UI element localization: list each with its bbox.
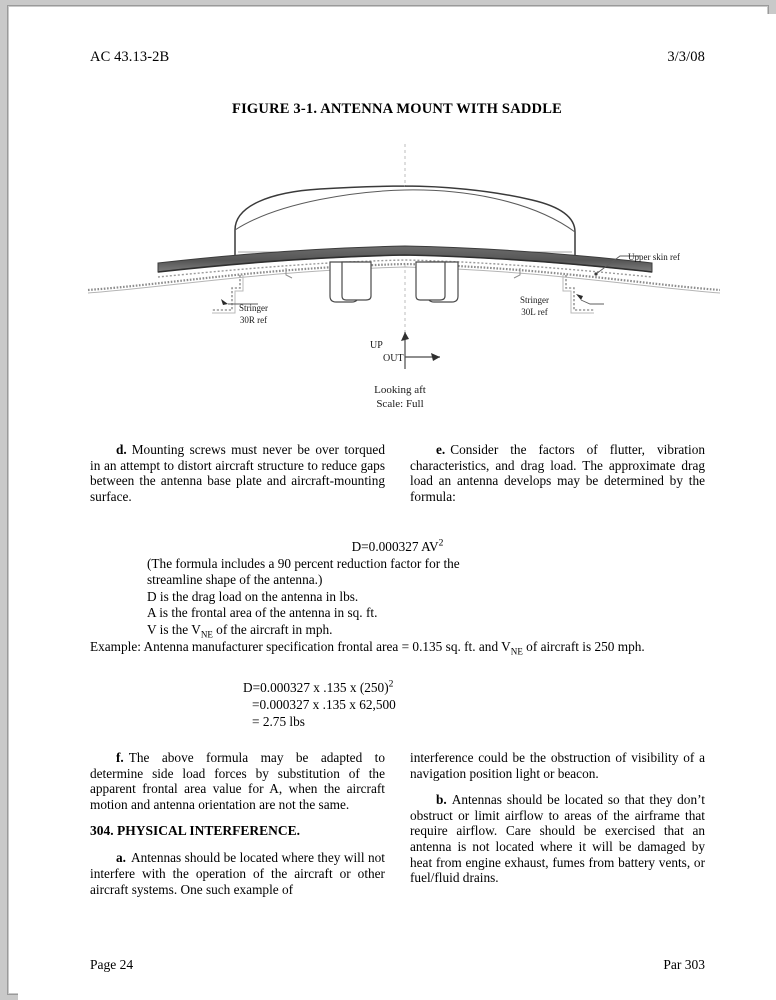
figure-label-stringer-30r-line2: 30R ref [239,314,268,325]
formula-note-line1: (The formula includes a 90 percent reduction factor for the [147,555,460,571]
document-header [90,49,705,66]
calculation-line-1-exponent: 2 [388,678,394,690]
paragraph-b-text: Antennas should be located so that they don’t obstruct or limit airflow to areas of the airframe that require airflow. Care should be exercised that an antenna is not located where it will be damaged by heat from engine exhaust, fumes from battery vents, or fuel/fluid drains. [410,792,705,886]
calculation-line-1-base: D=0.000327 x .135 x (250) [243,680,389,695]
drag-calculation-block [90,680,705,730]
paragraph-f-lead: f. [116,750,124,765]
paragraph-e-text: Consider the factors of flutter, vibration characteristics, and drag load. The approximate drag load an antenna develops may be determined by the formula: [410,442,705,504]
paragraph-b [410,792,705,886]
document-page [18,14,776,1000]
paragraph-a-continuation: interference could be the obstruction of visibility of a navigation position light or beacon. [410,750,705,781]
paragraph-a [90,850,385,897]
header-date: 3/3/08 [667,49,705,65]
calculation-line-3: = 2.75 lbs [252,713,305,729]
drag-formula-block [90,539,705,655]
paragraph-f-text: The above formula may be adapted to determine side load forces by substitution of the apparent frontal area value for A, when the aircraft motion and antenna orientation are not the same. [90,750,385,812]
formula-definition-v-post: of the aircraft in mph. [212,621,333,637]
paragraph-f [90,750,385,812]
formula-equation-base: D=0.000327 AV [351,539,439,554]
document-footer [90,957,705,973]
paragraph-a-lead: a. [116,850,126,866]
figure-antenna-mount-with-saddle [80,144,720,424]
footer-paragraph-reference: Par 303 [663,957,705,972]
upper-left-column [90,442,385,515]
formula-note-line2: streamline shape of the antenna.) [147,572,323,588]
formula-equation-exponent: 2 [438,537,444,549]
antenna-mount-drawing [80,144,720,424]
lower-left-column [90,750,385,908]
section-heading-304: 304. PHYSICAL INTERFERENCE. [90,823,301,839]
formula-equation [90,539,705,556]
paragraph-d-lead: d. [116,442,127,457]
paragraph-d-text: Mounting screws must never be over torqued in an attempt to distort aircraft structure to reduce gaps between the antenna base plate and aircraft-mounting surface. [90,442,385,504]
formula-example-post: of aircraft is 250 mph. [522,638,645,654]
paragraph-b-lead: b. [436,792,447,808]
figure-label-stringer-30l [520,295,549,318]
figure-view-note [80,384,720,411]
formula-definition-v-sub: NE [200,629,213,640]
formula-definition-v [90,622,705,639]
lower-right-column [410,750,705,908]
figure-label-stringer-30r-line1: Stringer [239,303,268,313]
figure-view-note-line1: Looking aft [374,384,426,396]
figure-label-axis-out: OUT [383,353,404,364]
header-document-number: AC 43.13-2B [90,49,170,65]
footer-page-number: Page 24 [90,957,134,972]
figure-label-stringer-30l-line1: Stringer [520,295,549,305]
figure-label-axis-up: UP [370,340,383,351]
paragraph-a-text: Antennas should be located where they will not interfere with the operation of the aircraft or other aircraft systems. One such example of [90,850,385,897]
calculation-line-2: =0.000327 x .135 x 62,500 [252,696,396,712]
upper-text-columns [90,442,705,515]
figure-label-stringer-30l-line2: 30L ref [521,306,548,317]
upper-right-column [410,442,705,515]
formula-example-sub: NE [510,646,523,657]
paragraph-e [410,442,705,504]
formula-definition-a: A is the frontal area of the antenna in sq. ft. [147,605,378,621]
formula-example-pre: Example: Antenna manufacturer specification frontal area = 0.135 sq. ft. and V [90,638,511,654]
paragraph-e-lead: e. [436,442,446,457]
figure-label-upper-skin-ref: Upper skin ref [628,252,680,262]
figure-title: FIGURE 3-1. ANTENNA MOUNT WITH SADDLE [232,101,562,117]
formula-definition-d: D is the drag load on the antenna in lbs. [147,588,359,604]
paragraph-d [90,442,385,504]
lower-text-columns [90,750,705,908]
formula-example [90,639,705,656]
figure-label-stringer-30r [239,303,268,326]
calculation-line-1 [90,680,705,697]
formula-definition-v-pre: V is the V [147,621,201,637]
figure-view-note-line2: Scale: Full [376,397,424,410]
